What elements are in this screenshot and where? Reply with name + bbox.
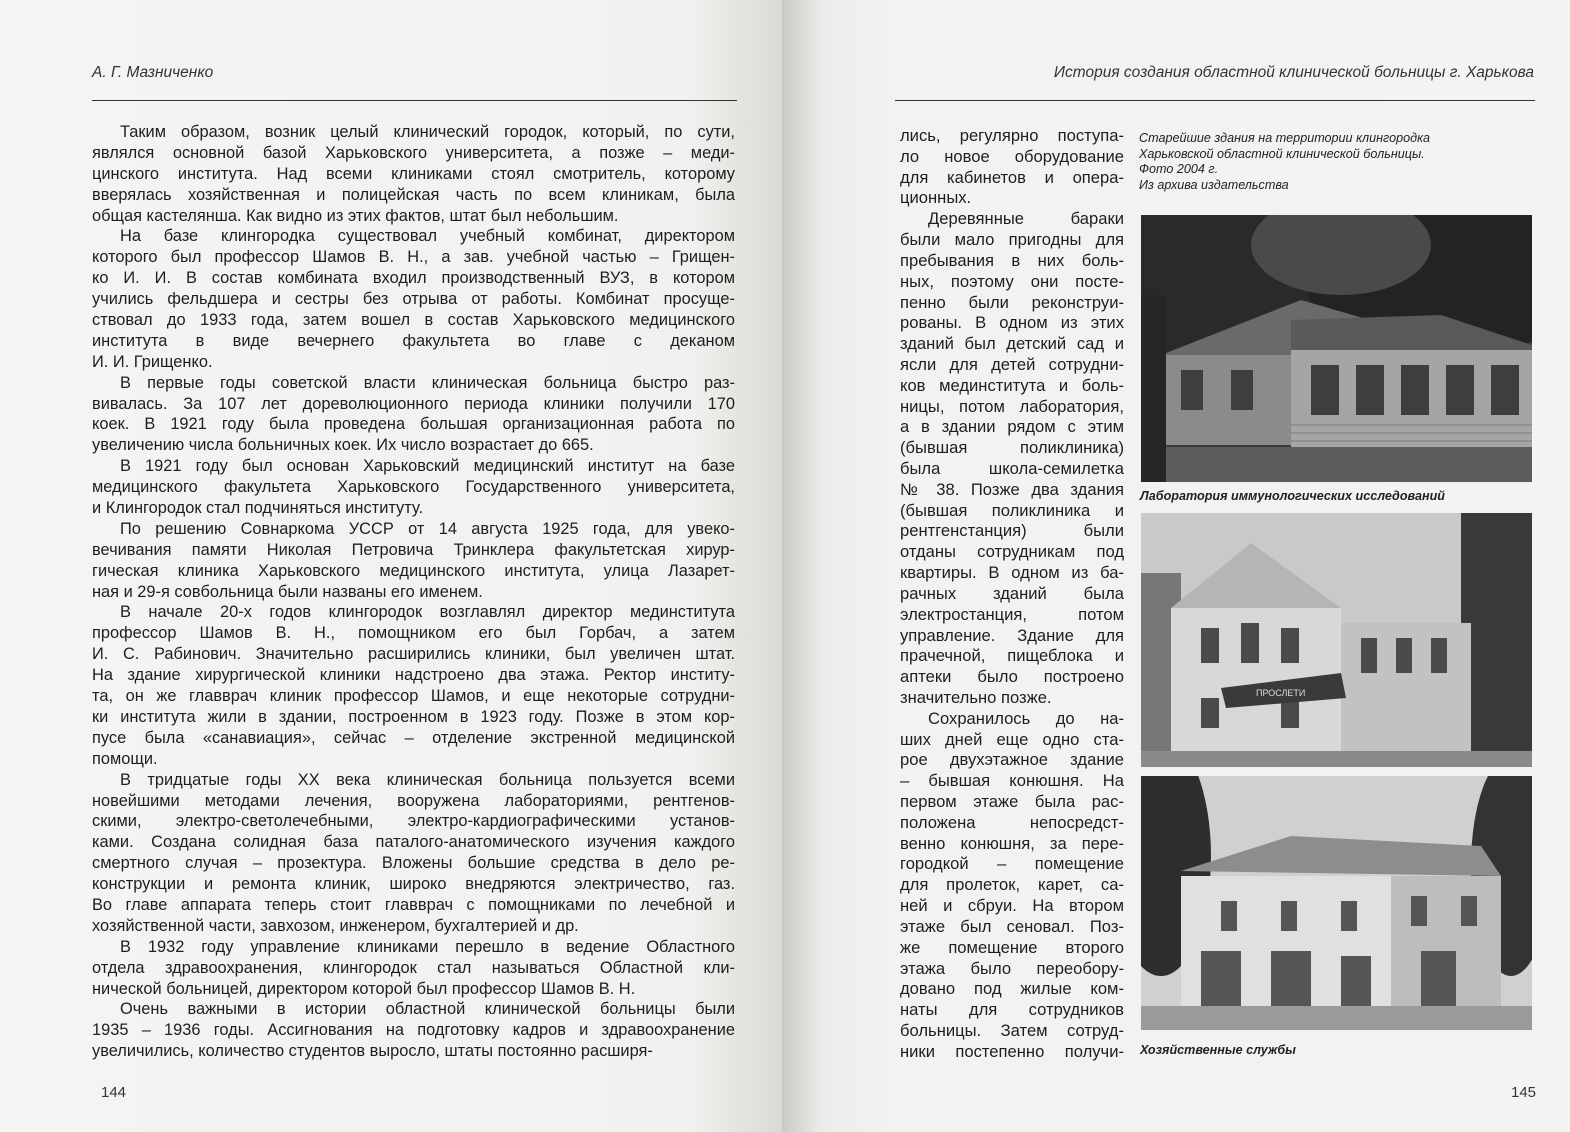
left-page	[0, 0, 782, 1132]
text-line: профессор Шамов В. Н., помощником его был Горбач, а затем	[92, 624, 735, 643]
text-line: В тридцатые годы XX века клиническая больница пользуется всеми	[120, 770, 735, 789]
text-line: рачных зданий была	[900, 583, 1124, 603]
page-number: 144	[101, 1084, 127, 1101]
text-line: аптеки было построено	[900, 667, 1124, 687]
text-line: которого был профессор Шамов В. Н., а зав. учебной частью – Грищен-	[92, 248, 735, 267]
page-number: 145	[1511, 1084, 1537, 1101]
running-head-title: История создания областной клинической больницы г. Харькова	[1053, 64, 1534, 81]
text-line: и Клингородок стал подчиняться институту.	[92, 499, 424, 518]
text-line: Во главе аппарата теперь стоит главврач с помощниками по лечебной и	[92, 895, 735, 914]
text-line: вивалась. За 107 лет дореволюционного периода клиники получили 170	[92, 394, 735, 413]
text-line: ная и 29-я совбольница были названы его именем.	[92, 582, 483, 601]
text-line: рентгенстанция) были	[900, 521, 1124, 541]
caption-line: Харьковской областной клинической больницы.	[1139, 146, 1425, 161]
text-line: была школа-семилетка	[900, 459, 1124, 478]
text-line: ших дней еще одно ста-	[900, 729, 1124, 749]
photo-caption-service: Хозяйственные службы	[1140, 1043, 1296, 1057]
text-line: для пролеток, карет, са-	[900, 875, 1124, 895]
text-line: На базе клингородка существовал учебный комбинат, директором	[120, 227, 735, 246]
text-line: ками. Создана солидная база паталого-анатомического изучения каждого	[92, 833, 735, 852]
figure-caption	[1139, 131, 1430, 193]
caption-line: Фото 2004 г.	[1139, 162, 1219, 176]
text-line: смертного случая – прозектура. Вложены большие средства в дело ре-	[92, 854, 735, 873]
text-line: лись, регулярно поступа-	[900, 126, 1124, 145]
right-text-column	[900, 126, 1124, 1063]
text-line: хозяйственной части, завхозом, инженером, бухгалтерией и др.	[92, 916, 579, 935]
text-line: являлся основной базой Харьковского университета, а позже – меди-	[92, 143, 735, 162]
text-line: увеличились, количество студентов выросло, штаты постоянно расширя-	[92, 1042, 653, 1061]
text-line: скими, электро-светолечебными, электро-кардиографическими установ-	[92, 812, 735, 831]
photo-caption-lab: Лаборатория иммунологических исследований	[1140, 489, 1445, 503]
text-line: первом этаже была рас-	[900, 792, 1124, 811]
text-line: наты для сотрудников	[900, 1000, 1124, 1020]
text-line: В первые годы советской власти клиническая больница быстро раз-	[120, 373, 735, 392]
text-line: больницы. Затем сотруд-	[900, 1020, 1124, 1040]
text-line: Деревянные бараки	[928, 209, 1124, 229]
text-line: В 1921 году был основан Харьковский медицинский институт на базе	[120, 457, 735, 476]
text-line: По решению Совнаркома УССР от 14 августа 1925 года, для увеко-	[120, 519, 735, 538]
text-line: положена непосредст-	[900, 812, 1124, 832]
text-line: пенно были реконструи-	[900, 292, 1124, 312]
text-line: электростанция, потом	[900, 604, 1124, 624]
text-line: Очень важными в истории областной клинической больницы были	[120, 1000, 735, 1019]
header-rule	[895, 100, 1535, 101]
text-line: ционных.	[900, 188, 972, 208]
photo-brick-building	[1141, 513, 1532, 767]
text-line: были мало пригодны для	[900, 230, 1124, 250]
text-line: ло новое оборудование	[900, 146, 1124, 166]
text-line: пребывания в них боль-	[900, 250, 1124, 270]
text-line: рованы. В одном из этих	[900, 313, 1124, 333]
text-line: увеличению числа больничных коек. Их число возрастает до 665.	[92, 436, 594, 455]
text-line: ней и сбруи. На втором	[900, 896, 1124, 916]
text-line: медицинского факультета Харьковского Государственного университета,	[92, 478, 735, 497]
text-line: ных, поэтому они посте-	[900, 271, 1124, 291]
text-line: цинского института. Над всеми клиниками стоял смотритель, которому	[92, 164, 735, 183]
text-line: (бывшая поликлиника)	[900, 438, 1124, 458]
text-line: вечивания памяти Николая Петровича Тринклера факультетская хирур-	[92, 540, 735, 559]
text-line: ки института жили в здании, построенном в 1923 году. Позже в этом кор-	[92, 707, 735, 726]
text-line: нической больницей, директором которой был профессор Шамов В. Н.	[92, 979, 636, 998]
caption-line: Из архива издательства	[1139, 177, 1289, 192]
text-line: В начале 20-х годов клингородок возглавлял директор мединститута	[120, 603, 735, 622]
text-line: квартиры. В одном из ба-	[900, 563, 1124, 583]
text-line: 1935 – 1936 годы. Ассигнования на подготовку кадров и здравоохранение	[92, 1021, 735, 1040]
text-line: же помещение второго	[900, 937, 1124, 957]
text-line: общая кастелянша. Как видно из этих фактов, штат был небольшим.	[92, 206, 619, 225]
text-line: коек. В 1921 году была проведена большая организационная работа по	[92, 415, 735, 434]
text-line: отдела здравоохранения, клингородок стал называться Областной кли-	[92, 958, 735, 977]
caption-line: Старейшие здания на территории клингородка	[1139, 131, 1431, 145]
text-line: На здание хирургической клиники надстроено два этажа. Ректор институ-	[92, 666, 735, 685]
text-line: В 1932 году управление клиниками перешло в ведение Областного	[120, 937, 735, 956]
photo-wooden-barrack	[1141, 215, 1532, 482]
text-line: зданий был детский сад и	[900, 334, 1124, 354]
text-line: Сохранилось до на-	[928, 708, 1124, 728]
text-line: ствовал до 1933 года, затем вошел в состав Харьковского медицинского	[92, 311, 735, 330]
text-line: этаже был сеновал. Поз-	[900, 916, 1124, 936]
text-line: управление. Здание для	[900, 625, 1124, 645]
text-line: ков мединститута и боль-	[900, 375, 1124, 395]
text-line: городкой – помещение	[900, 854, 1124, 874]
running-head-author: А. Г. Мазниченко	[92, 64, 214, 81]
text-line: этажа было переобору-	[900, 958, 1124, 978]
text-line: конструкции и ремонта клиник, широко внедряются электричество, газ.	[92, 875, 735, 894]
left-text-column	[92, 122, 735, 1062]
text-line: значительно позже.	[900, 687, 1052, 707]
text-line: учились фельдшера и сестры без отрыва от работы. Комбинат просуще-	[92, 290, 735, 309]
photo-sign-text: ПРОСЛЕТИ	[1256, 688, 1306, 698]
text-line: прачечной, пищеблока и	[900, 646, 1124, 666]
text-line: вверялась хозяйственная и полицейская часть по всем клиникам, была	[92, 185, 735, 204]
header-rule	[92, 100, 737, 101]
text-line: Таким образом, возник целый клинический городок, который, по сути,	[120, 123, 735, 141]
text-line: а в здании рядом с этим	[900, 417, 1124, 437]
text-line: ко И. И. В состав комбината входил производственный ВУЗ, в котором	[92, 269, 735, 288]
text-line: рое двухэтажное здание	[900, 750, 1124, 770]
text-line: довано под жилые ком-	[900, 979, 1124, 999]
text-line: помощи.	[92, 749, 158, 768]
right-page	[782, 0, 1570, 1132]
photo-service-building	[1141, 776, 1532, 1030]
text-line: венно конюшня, за пере-	[900, 833, 1124, 853]
text-line: новейшими методами лечения, вооружена лабораториями, рентгенов-	[92, 791, 735, 810]
text-line: отданы сотрудникам под	[900, 542, 1124, 562]
text-line: ясли для детей сотрудни-	[900, 354, 1124, 374]
text-line: № 38. Позже два здания	[900, 479, 1124, 499]
text-line: И. И. Грищенко.	[92, 352, 213, 371]
text-line: пусе была «санавиация», сейчас – отделение экстренной медицинской	[92, 728, 735, 747]
text-line: – бывшая конюшня. На	[900, 771, 1124, 791]
text-line: для кабинетов и опера-	[900, 167, 1124, 187]
text-line: гическая клиника Харьковского медицинского института, улица Лазарет-	[92, 561, 735, 580]
text-line: института в виде вечернего факультета во главе с деканом	[92, 331, 735, 350]
text-line: ники постепенно получи-	[900, 1041, 1124, 1061]
text-line: ницы, потом лаборатория,	[900, 396, 1124, 416]
text-line: (бывшая поликлиника и	[900, 500, 1124, 520]
text-line: та, он же главврач клиник профессор Шамов, и еще некоторые сотрудни-	[92, 687, 735, 706]
text-line: И. С. Рабинович. Значительно расширились клиники, был увеличен штат.	[92, 645, 735, 664]
